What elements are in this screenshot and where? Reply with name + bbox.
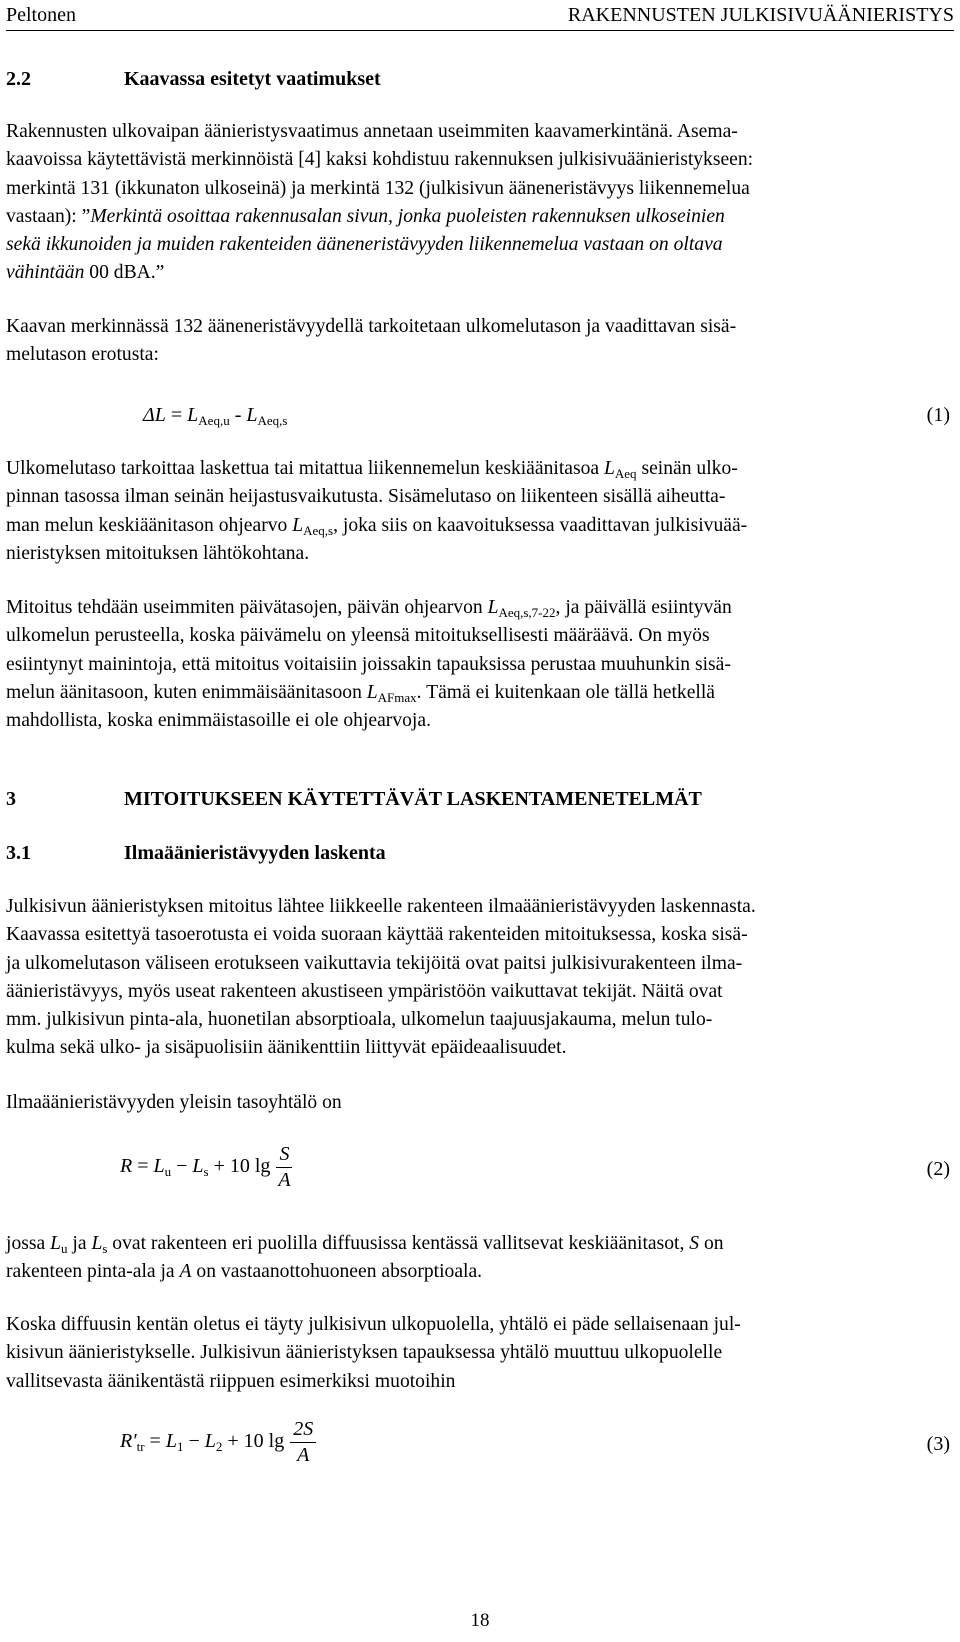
- eq-subscript: tr: [136, 1439, 145, 1455]
- text-span: ovat rakenteen eri puolilla diffuusissa kentässä vallitsevat keskiäänitasot,: [107, 1233, 690, 1254]
- text-line: [6, 594, 951, 622]
- eq-denominator: A: [278, 1169, 291, 1191]
- text-line: nieristyksen mitoituksen lähtökohtana.: [6, 542, 310, 564]
- eq-operator: + 10 lg: [208, 1155, 271, 1178]
- section-heading-2-2: [6, 68, 951, 91]
- symbol: A: [179, 1261, 192, 1283]
- eq-operator: -: [229, 404, 247, 426]
- text-span: melun äänitasoon, kuten enimmäisäänitasoon: [6, 681, 367, 703]
- section-number: 3: [6, 788, 16, 810]
- eq-symbol: L: [246, 404, 258, 426]
- text-line: [6, 1230, 951, 1258]
- section-title: MITOITUKSEEN KÄYTETTÄVÄT LASKENTAMENETELMÄT: [124, 788, 702, 810]
- text-line: pinnan tasossa ilman seinän heijastusvaikutusta. Sisämelutaso on liikenteen sisällä aiheutta-: [6, 486, 726, 508]
- eq-operator: =: [132, 1155, 154, 1178]
- text-line: [6, 1258, 951, 1286]
- quote-text: Merkintä osoittaa rakennusalan sivun, jonka puoleisten rakennuksen ulkoseinien: [90, 205, 725, 227]
- symbol: L: [603, 458, 615, 479]
- text-line: Ilmaäänieristävyyden yleisin tasoyhtälö on: [6, 1092, 342, 1113]
- eq-operator: =: [144, 1430, 166, 1453]
- quote-text: vähintään: [6, 262, 85, 284]
- eq-numerator: 2S: [290, 1417, 316, 1443]
- paragraph-1: [6, 118, 951, 288]
- text-line: merkintä 131 (ikkunaton ulkoseinä) ja merkintä 132 (julkisivun ääneneristävyys liikennemelua: [6, 177, 750, 199]
- text-line: vallitsevasta äänikentästä riippuen esimerkiksi muotoihin: [6, 1370, 456, 1392]
- text-span: Mitoitus tehdään useimmiten päivätasojen, päivän ohjearvon: [6, 597, 488, 618]
- text-span: Ulkomelutaso tarkoittaa laskettua tai mitattua liikennemelun keskiäänitasoa: [6, 458, 604, 479]
- text-span: jossa: [6, 1233, 51, 1254]
- text-span: , joka siis on kaavoituksessa vaadittavan julkisivuää-: [333, 514, 748, 536]
- text-line: kulma sekä ulko- ja sisäpuolisiin äänikenttiin liittyvät epäideaalisuudet.: [6, 1037, 567, 1059]
- eq-subscript: s: [203, 1164, 209, 1180]
- symbol: L: [292, 514, 304, 536]
- eq-denominator: A: [297, 1444, 310, 1466]
- eq-fraction: [290, 1417, 316, 1468]
- header-author: Peltonen: [6, 4, 76, 26]
- equation-number-1: (1): [926, 404, 950, 426]
- eq-subscript: Aeq,u: [198, 413, 230, 428]
- eq-subscript: u: [164, 1164, 172, 1180]
- text-line: mahdollista, koska enimmäistasoille ei ole ohjearvoja.: [6, 710, 431, 732]
- subscript: Aeq,s: [303, 522, 334, 538]
- paragraph-5: [6, 893, 951, 1063]
- section-heading-3-1: [6, 842, 951, 865]
- running-header: [6, 4, 954, 31]
- eq-symbol: R: [120, 1155, 133, 1178]
- equation-number-2: (2): [926, 1158, 950, 1180]
- eq-symbol: R′: [120, 1430, 137, 1453]
- eq-operator: + 10 lg: [222, 1430, 285, 1453]
- page-number: 18: [470, 1610, 490, 1631]
- paragraph-4: [6, 594, 951, 735]
- paragraph-3: [6, 455, 951, 568]
- eq-subscript: 1: [176, 1439, 184, 1455]
- eq-symbol: L: [204, 1430, 216, 1453]
- eq-operator: −: [183, 1430, 205, 1453]
- text-line: ulkomelun perusteella, koska päivämelu on yleensä mitoituksellisesti määräävä. On myös: [6, 625, 710, 647]
- text-span: 00 dBA.”: [84, 262, 165, 284]
- eq-fraction: [276, 1142, 292, 1193]
- paragraph-7: [6, 1230, 951, 1287]
- subscript: s: [102, 1241, 108, 1256]
- text-span: on vastaanottohuoneen absorptioala.: [191, 1261, 483, 1283]
- text-line: kisivun äänieristykselle. Julkisivun äänieristyksen tapauksessa yhtälö muuttuu ulkopuolelle: [6, 1342, 723, 1364]
- text-span: rakenteen pinta-ala ja: [6, 1261, 180, 1283]
- section-heading-3: [6, 788, 951, 811]
- subscript: AFmax: [377, 689, 417, 705]
- quote-line: sekä ikkunoiden ja muiden rakenteiden ääneneristävyyden liikennemelua vastaan on oltava: [6, 234, 723, 256]
- text-span: , ja päivällä esiintyvän: [555, 597, 732, 618]
- eq-symbol: L: [153, 1155, 165, 1178]
- eq-subscript: 2: [215, 1439, 223, 1455]
- text-span: vastaan): ”: [6, 205, 91, 227]
- section-title: Kaavassa esitetyt vaatimukset: [124, 68, 381, 90]
- subscript: Aeq,s,7-22: [498, 605, 556, 620]
- text-line: melutason erotusta:: [6, 344, 159, 366]
- text-line: esiintynyt mainintoja, että mitoitus voitaisiin joissakin tapauksissa perustaa muuhunkin sisä-: [6, 653, 731, 675]
- equation-number-3: (3): [926, 1433, 950, 1455]
- text-line: äänieristävyys, myös useat rakenteen akustiseen ympäristöön vaikuttavat tekijät. Näitä ovat: [6, 980, 723, 1002]
- eq-symbol: L: [165, 1430, 177, 1453]
- eq-symbol: L: [192, 1155, 204, 1178]
- symbol: L: [50, 1233, 61, 1254]
- equation-1: [143, 404, 287, 427]
- text-line: Kaavassa esitettyä tasoerotusta ei voida suoraan käyttää rakenteiden mitoituksessa, koska sisä-: [6, 924, 748, 946]
- equation-3: [120, 1417, 316, 1468]
- subscript: Aeq: [614, 466, 637, 481]
- text-line: Julkisivun äänieristyksen mitoitus lähtee liikkeelle rakenteen ilmaäänieristävyyden laskennasta.: [6, 896, 756, 917]
- symbol: L: [487, 597, 499, 618]
- symbol: L: [366, 681, 378, 703]
- text-span: on: [699, 1233, 724, 1254]
- text-line: ja ulkomelutason väliseen erotukseen vaikuttavia tekijöitä ovat paitsi julkisivurakenteen ilma-: [6, 952, 743, 974]
- paragraph-8: [6, 1311, 951, 1396]
- text-line: mm. julkisivun pinta-ala, huonetilan absorptioala, ulkomelun taajuusjakauma, melun tulo-: [6, 1009, 713, 1031]
- text-line: [6, 203, 951, 231]
- eq-subscript: Aeq,s: [257, 413, 288, 428]
- eq-symbol: ΔL: [143, 404, 166, 426]
- text-span: ja: [67, 1233, 92, 1254]
- text-line: kaavoissa käytettävistä merkinnöistä [4] kaksi kohdistuu rakennuksen julkisivuäänieristykseen:: [6, 149, 754, 171]
- text-line: [6, 679, 951, 707]
- equation-2: [120, 1142, 292, 1193]
- text-span: seinän ulko-: [636, 458, 738, 479]
- header-title: RAKENNUSTEN JULKISIVUÄÄNIERISTYS: [567, 4, 954, 26]
- text-span: . Tämä ei kuitenkaan ole tällä hetkellä: [416, 681, 715, 703]
- section-title: Ilmaäänieristävyyden laskenta: [124, 842, 386, 864]
- text-line: Rakennusten ulkovaipan äänieristysvaatimus annetaan useimmiten kaavamerkintänä. Asema-: [6, 121, 738, 142]
- eq-symbol: L: [187, 404, 199, 426]
- text-line: Kaavan merkinnässä 132 ääneneristävyydellä tarkoitetaan ulkomelutason ja vaadittavan sisä-: [6, 316, 737, 337]
- text-line: [6, 512, 951, 540]
- paragraph-6: [6, 1089, 951, 1117]
- symbol: S: [689, 1233, 700, 1254]
- eq-numerator: S: [276, 1142, 292, 1168]
- section-number: 3.1: [6, 842, 31, 864]
- text-span: man melun keskiäänitason ohjearvo: [6, 514, 293, 536]
- paragraph-2: [6, 313, 951, 370]
- eq-operator: =: [165, 404, 188, 426]
- symbol: L: [91, 1233, 103, 1254]
- eq-operator: −: [171, 1155, 193, 1178]
- section-number: 2.2: [6, 68, 31, 90]
- text-line: [6, 455, 951, 483]
- text-line: Koska diffuusin kentän oletus ei täyty julkisivun ulkopuolella, yhtälö ei päde sellaisenaan jul-: [6, 1314, 741, 1335]
- subscript: u: [61, 1241, 68, 1256]
- text-line: [6, 259, 951, 287]
